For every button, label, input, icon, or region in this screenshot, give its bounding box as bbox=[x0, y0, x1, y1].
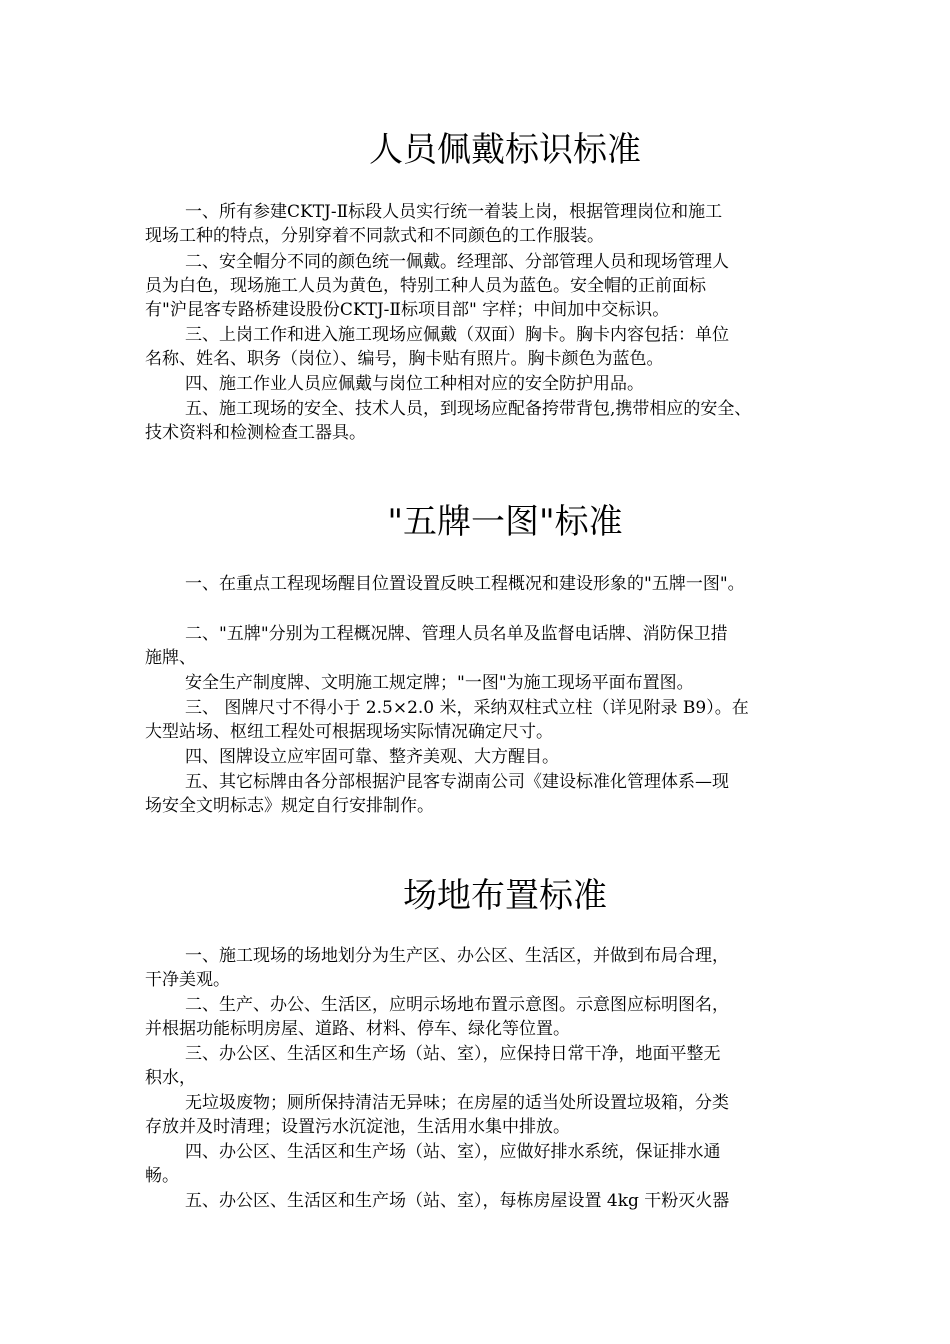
paragraph-line: 员为白色，现场施工人员为黄色，特别工种人员为蓝色。安全帽的正前面标 bbox=[145, 276, 706, 296]
paragraph-line: 大型站场、枢纽工程处可根据现场实际情况确定尺寸。 bbox=[145, 722, 553, 742]
paragraph-line: 三、 图牌尺寸不得小于 2.5×2.0 米，采纳双柱式立柱（详见附录 B9）。在 bbox=[185, 698, 749, 718]
paragraph-line: 畅。 bbox=[145, 1166, 179, 1186]
paragraph-line: 施牌、 bbox=[145, 648, 196, 668]
paragraph-line: 技术资料和检测检查工器具。 bbox=[145, 423, 366, 443]
paragraph-line: 一、所有参建CKTJ-Ⅱ标段人员实行统一着装上岗，根据管理岗位和施工 bbox=[185, 202, 723, 222]
paragraph-line: 存放并及时清理；设置污水沉淀池，生活用水集中排放。 bbox=[145, 1117, 570, 1137]
paragraph-line: 二、安全帽分不同的颜色统一佩戴。经理部、分部管理人员和现场管理人 bbox=[185, 252, 729, 272]
paragraph-line: 安全生产制度牌、文明施工规定牌；"一图"为施工现场平面布置图。 bbox=[185, 673, 694, 693]
paragraph-line: 无垃圾废物；厕所保持清洁无异味；在房屋的适当处所设置垃圾箱，分类 bbox=[185, 1093, 729, 1113]
paragraph-line: 现场工种的特点，分别穿着不同款式和不同颜色的工作服装。 bbox=[145, 226, 604, 246]
paragraph-line: 积水， bbox=[145, 1068, 196, 1088]
paragraph-line: 五、办公区、生活区和生产场（站、室），每栋房屋设置 4kg 干粉灭火器 bbox=[185, 1191, 730, 1211]
paragraph-line: 三、上岗工作和进入施工现场应佩戴（双面）胸卡。胸卡内容包括：单位 bbox=[185, 325, 729, 345]
section-title-site-layout: 场地布置标准 bbox=[403, 876, 607, 916]
section-title-five-boards: "五牌一图"标准 bbox=[387, 502, 623, 542]
paragraph-line: 场安全文明标志》规定自行安排制作。 bbox=[145, 796, 434, 816]
paragraph-line: 有"沪昆客专路桥建设股份CKTJ-Ⅱ标项目部" 字样；中间加中交标识。 bbox=[145, 300, 670, 320]
paragraph-line: 三、办公区、生活区和生产场（站、室），应保持日常干净，地面平整无 bbox=[185, 1044, 721, 1064]
paragraph-line: 四、办公区、生活区和生产场（站、室），应做好排水系统，保证排水通 bbox=[185, 1142, 721, 1162]
paragraph-line: 五、施工现场的安全、技术人员，到现场应配备挎带背包,携带相应的安全、 bbox=[185, 399, 752, 419]
paragraph-line: 干净美观。 bbox=[145, 970, 230, 990]
paragraph-line: 一、施工现场的场地划分为生产区、办公区、生活区，并做到布局合理， bbox=[185, 946, 729, 966]
paragraph-line: 二、生产、办公、生活区，应明示场地布置示意图。示意图应标明图名， bbox=[185, 995, 729, 1015]
paragraph-line: 并根据功能标明房屋、道路、材料、停车、绿化等位置。 bbox=[145, 1019, 570, 1039]
paragraph-line: 四、图牌设立应牢固可靠、整齐美观、大方醒目。 bbox=[185, 747, 559, 767]
paragraph-line: 五、其它标牌由各分部根据沪昆客专湖南公司《建设标准化管理体系—现 bbox=[185, 772, 729, 792]
paragraph-line: 名称、姓名、职务（岗位）、编号，胸卡贴有照片。胸卡颜色为蓝色。 bbox=[145, 349, 664, 369]
paragraph-line: 一、在重点工程现场醒目位置设置反映工程概况和建设形象的"五牌一图"。 bbox=[185, 574, 745, 594]
section-title-badge-standard: 人员佩戴标识标准 bbox=[369, 130, 641, 170]
paragraph-line: 四、施工作业人员应佩戴与岗位工种相对应的安全防护用品。 bbox=[185, 374, 644, 394]
paragraph-line: 二、"五牌"分别为工程概况牌、管理人员名单及监督电话牌、消防保卫措 bbox=[185, 624, 728, 644]
